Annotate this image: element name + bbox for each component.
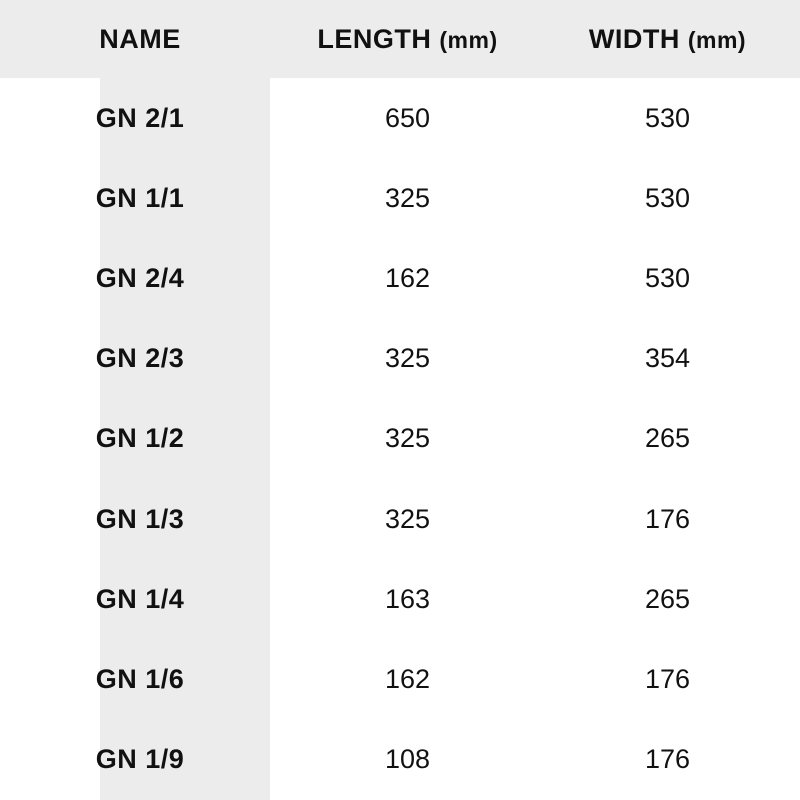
header-row bbox=[0, 0, 800, 78]
column-header-width-unit: (mm) bbox=[687, 26, 747, 53]
cell-name: GN 1/2 bbox=[95, 423, 185, 454]
cell-width: 354 bbox=[644, 343, 691, 374]
table-row bbox=[0, 640, 800, 720]
cell-length: 162 bbox=[384, 664, 431, 695]
table-row bbox=[0, 399, 800, 479]
cell-width: 176 bbox=[644, 744, 691, 775]
cell-length: 650 bbox=[384, 102, 431, 133]
cell-width: 265 bbox=[644, 423, 691, 454]
cell-name: GN 1/4 bbox=[95, 583, 185, 614]
column-header-length-unit: (mm) bbox=[439, 26, 498, 53]
table-row bbox=[0, 479, 800, 559]
cell-width: 176 bbox=[644, 503, 691, 534]
cell-length: 108 bbox=[384, 744, 431, 775]
cell-length: 163 bbox=[384, 583, 431, 614]
column-header-length-label: LENGTH bbox=[317, 23, 432, 54]
column-header-length bbox=[280, 0, 535, 78]
column-header-width-label: WIDTH bbox=[588, 23, 680, 54]
cell-name: GN 2/3 bbox=[95, 343, 185, 374]
column-header-name-label: NAME bbox=[99, 23, 181, 54]
cell-length: 325 bbox=[384, 343, 431, 374]
cell-name: GN 1/9 bbox=[95, 744, 185, 775]
table-row bbox=[0, 238, 800, 318]
cell-name: GN 2/4 bbox=[95, 263, 185, 294]
table-row bbox=[0, 319, 800, 399]
cell-length: 162 bbox=[384, 263, 431, 294]
table-row bbox=[0, 720, 800, 800]
cell-name: GN 1/3 bbox=[95, 503, 185, 534]
cell-name: GN 2/1 bbox=[95, 102, 185, 133]
cell-name: GN 1/1 bbox=[95, 182, 185, 213]
cell-length: 325 bbox=[384, 503, 431, 534]
cell-length: 325 bbox=[384, 182, 431, 213]
cell-width: 265 bbox=[644, 583, 691, 614]
table-row bbox=[0, 78, 800, 158]
table-row bbox=[0, 559, 800, 639]
cell-width: 530 bbox=[644, 263, 691, 294]
table-body bbox=[0, 78, 800, 800]
table-row bbox=[0, 158, 800, 238]
cell-width: 176 bbox=[644, 664, 691, 695]
cell-length: 325 bbox=[384, 423, 431, 454]
table-header bbox=[0, 0, 800, 78]
column-header-width bbox=[535, 0, 800, 78]
cell-width: 530 bbox=[644, 182, 691, 213]
cell-name: GN 1/6 bbox=[95, 664, 185, 695]
column-header-name bbox=[0, 0, 280, 78]
cell-width: 530 bbox=[644, 102, 691, 133]
